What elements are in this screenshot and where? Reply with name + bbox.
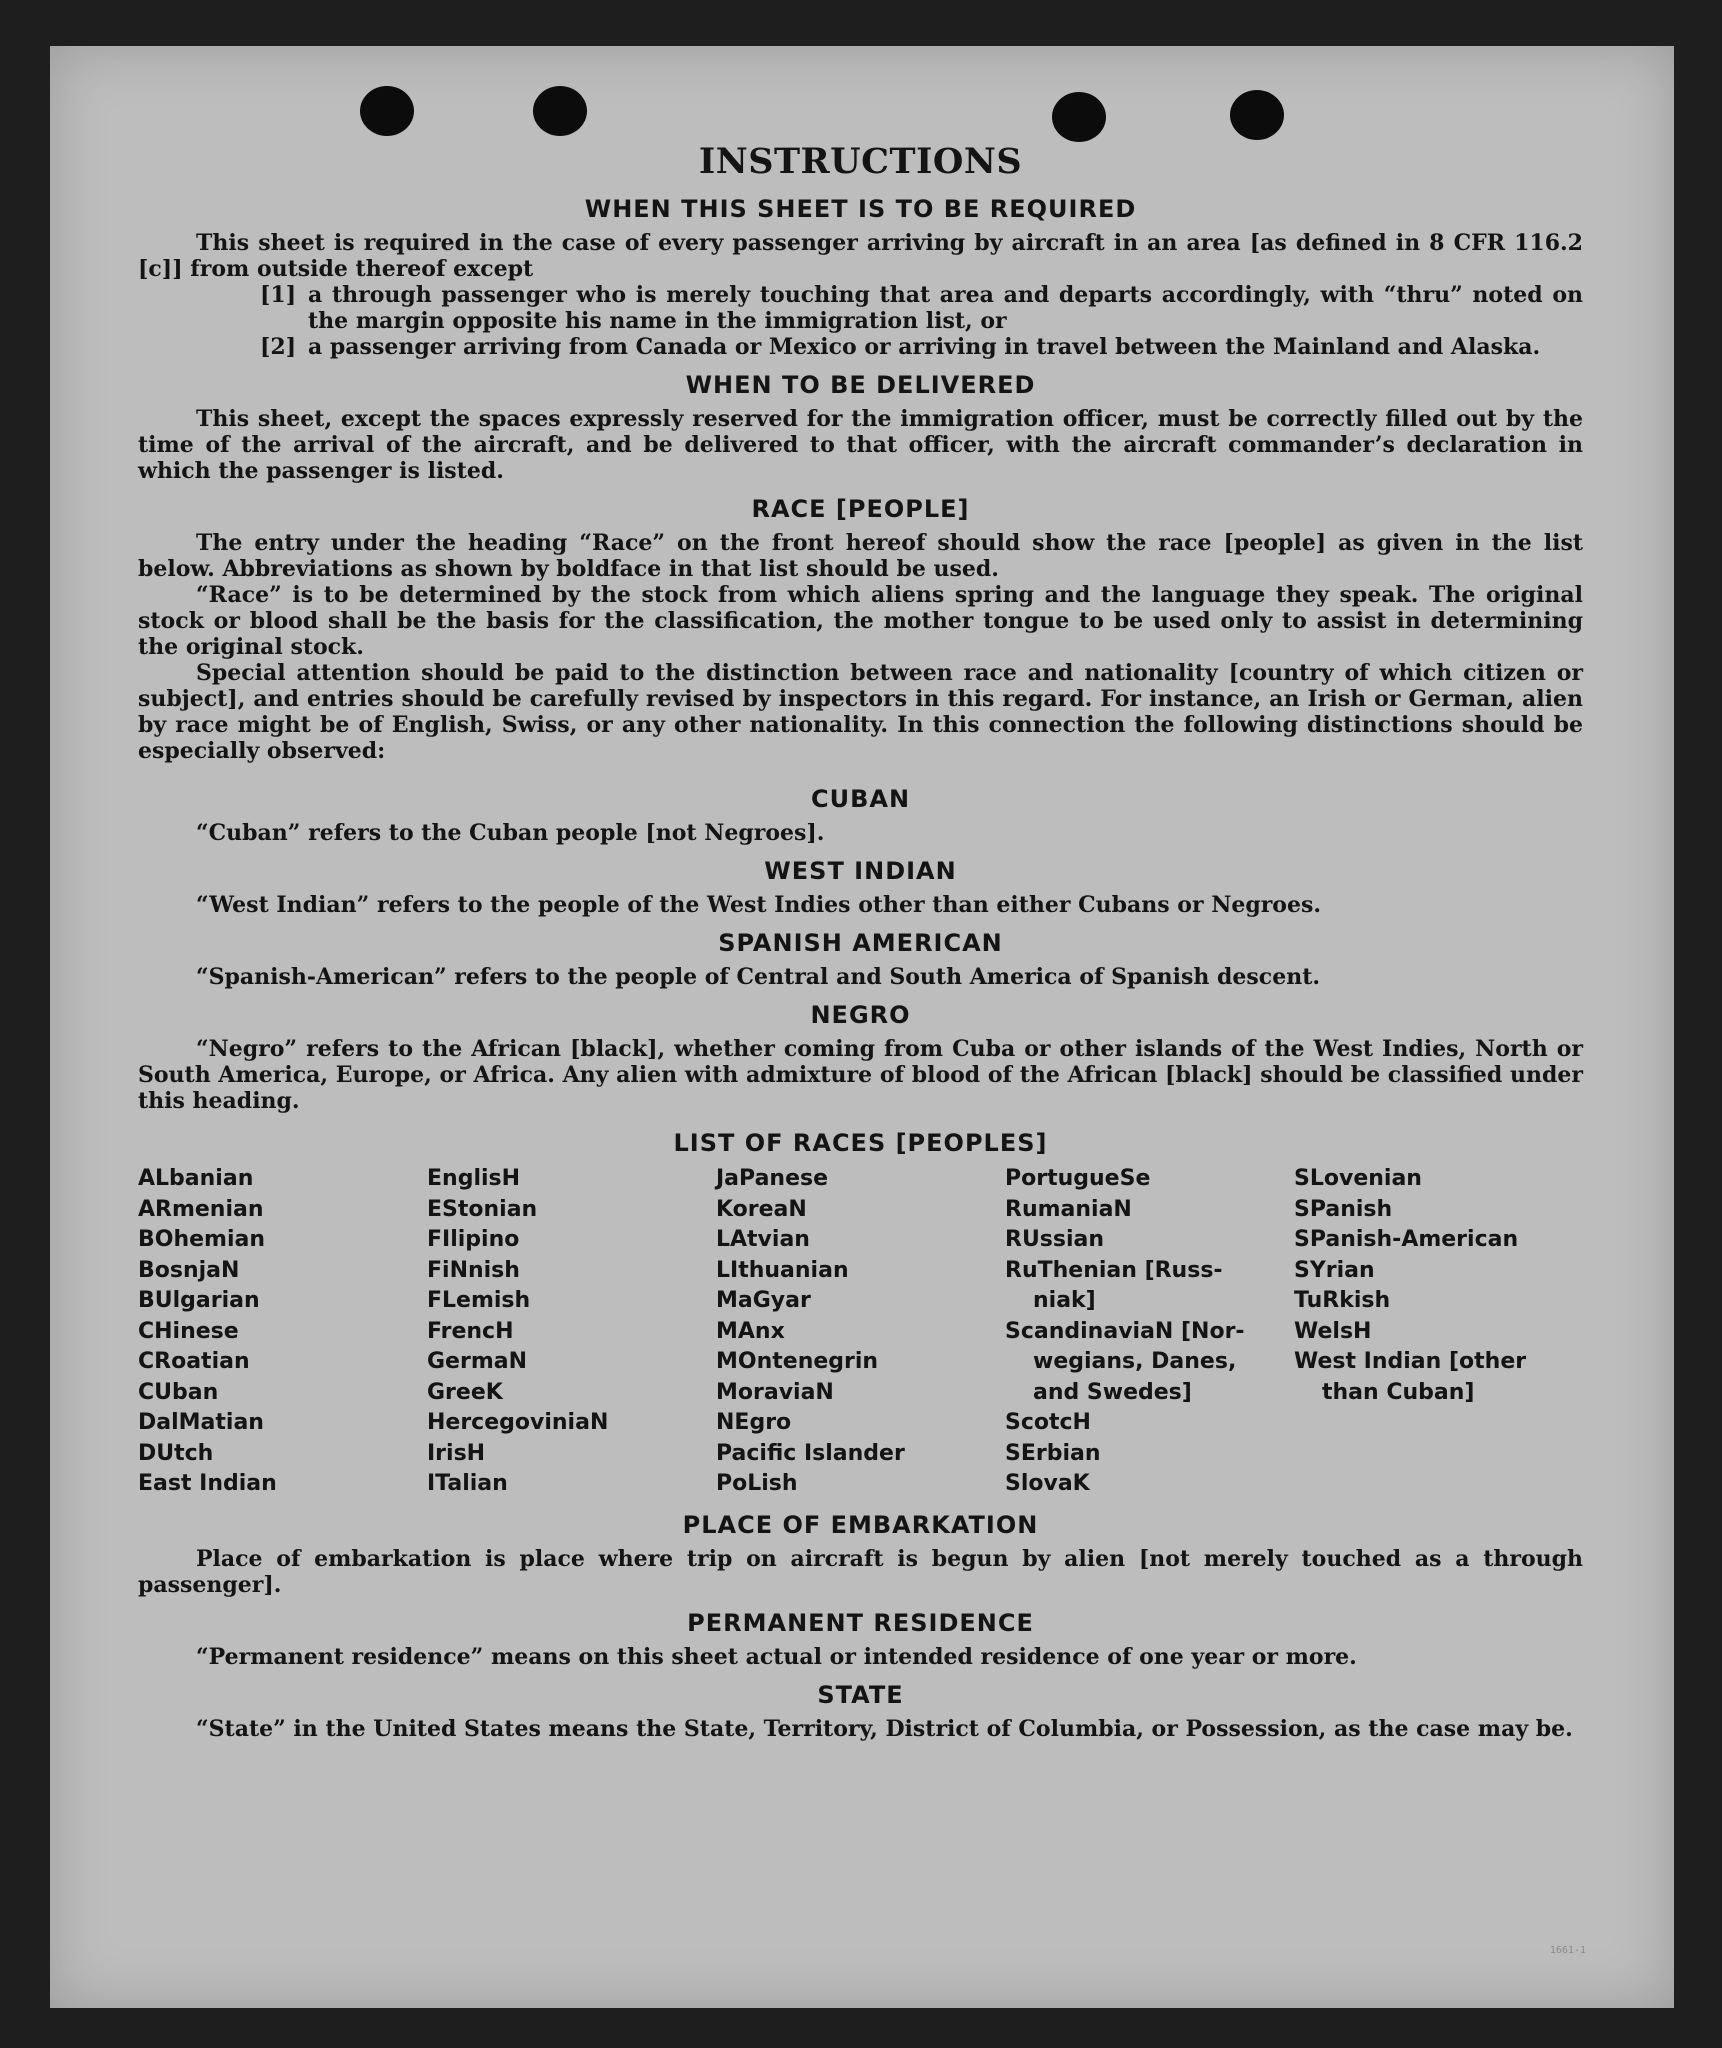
race-list-column	[1005, 1164, 1294, 1500]
race-item: SPanish	[1294, 1196, 1393, 1222]
race-paragraph: Special attention should be paid to the distinction between race and nationality [country of which citizen or subject], and entries should be carefully revised by inspectors in this regard. For instance, an Irish or German, alien by race might be of English, Swiss, or any other nationality. In this connection the following distinctions should be especially observed:	[138, 660, 1583, 764]
race-item: DUtch	[138, 1440, 214, 1466]
race-item: CRoatian	[138, 1349, 250, 1374]
form-number: 1661-1	[1549, 1945, 1586, 1956]
section-heading-when-required: WHEN THIS SHEET IS TO BE REQUIRED	[584, 195, 1137, 223]
race-item: HercegoviniaN	[427, 1410, 609, 1435]
race-item: SlovaK	[1005, 1471, 1090, 1496]
race-item: ScotcH	[1005, 1410, 1091, 1435]
punch-hole	[1230, 90, 1284, 140]
exception-text: a through passenger who is merely touching that area and departs accordingly, with “thru” noted on the margin opposite his name in the immigration list, or	[308, 282, 1583, 334]
punch-hole	[533, 86, 587, 136]
race-item: SErbian	[1005, 1440, 1101, 1466]
section-heading-state: STATE	[817, 1680, 904, 1709]
section-heading-race: RACE [PEOPLE]	[751, 495, 970, 523]
race-item: BOhemian	[138, 1227, 266, 1252]
race-item: GreeK	[427, 1379, 503, 1405]
when-required-intro: This sheet is required in the case of every passenger arriving by aircraft in an area [as defined in 8 CFR 116.2 [c]] from outside thereof except	[138, 230, 1583, 282]
race-item: ALbanian	[138, 1166, 254, 1191]
race-item: West Indian [other	[1294, 1349, 1527, 1374]
race-item: JaPanese	[716, 1166, 829, 1191]
race-item: PortugueSe	[1005, 1166, 1151, 1191]
exception-item	[260, 334, 1583, 360]
race-list	[138, 1164, 1583, 1500]
race-item: BosnjaN	[138, 1257, 240, 1283]
exception-number: [1]	[260, 282, 297, 308]
race-item: BUlgarian	[138, 1288, 260, 1313]
spanish-american-text: “Spanish-American” refers to the people of Central and South America of Spanish descent.	[196, 964, 1321, 990]
race-item: FiNnish	[427, 1257, 520, 1283]
state-text: “State” in the United States means the State, Territory, District of Columbia, or Possession, as the case may be.	[196, 1715, 1573, 1742]
race-item: ARmenian	[138, 1196, 264, 1222]
section-heading-residence: PERMANENT RESIDENCE	[687, 1608, 1034, 1637]
exception-item	[260, 282, 1583, 334]
race-item: CUban	[138, 1379, 219, 1405]
race-item: RuThenian [Russ-	[1005, 1257, 1223, 1283]
race-item: SPanish-American	[1294, 1227, 1519, 1252]
race-item-continuation: than Cuban]	[1322, 1379, 1475, 1405]
section-heading-list-of-races: LIST OF RACES [PEOPLES]	[673, 1129, 1048, 1157]
race-list-column	[427, 1164, 716, 1500]
race-item: Pacific Islander	[716, 1440, 905, 1466]
race-item: CHinese	[138, 1318, 239, 1344]
instructions-content	[138, 140, 1583, 1742]
race-list-column	[138, 1164, 427, 1500]
section-heading-spanish-american: SPANISH AMERICAN	[718, 929, 1003, 957]
race-item: MoraviaN	[716, 1379, 834, 1405]
race-item: FrencH	[427, 1318, 514, 1344]
race-item: SLovenian	[1294, 1166, 1422, 1191]
race-item: FIlipino	[427, 1227, 520, 1252]
race-item: GermaN	[427, 1349, 528, 1374]
race-item-continuation: niak]	[1033, 1288, 1096, 1313]
punch-hole	[1052, 92, 1106, 142]
race-item: FLemish	[427, 1288, 531, 1313]
race-item: EStonian	[427, 1196, 538, 1222]
race-item: ITalian	[427, 1471, 508, 1496]
race-item: ScandinaviaN [Nor-	[1005, 1318, 1245, 1344]
race-item: MOntenegrin	[716, 1349, 879, 1374]
race-item: DalMatian	[138, 1410, 264, 1435]
race-item: WelsH	[1294, 1318, 1372, 1344]
cuban-text: “Cuban” refers to the Cuban people [not Negroes].	[196, 820, 825, 846]
embarkation-text: Place of embarkation is place where trip on aircraft is begun by alien [not merely touched as a through passenger].	[138, 1545, 1583, 1598]
section-heading-negro: NEGRO	[810, 1001, 911, 1029]
punch-hole	[360, 86, 414, 136]
exception-text: a passenger arriving from Canada or Mexico or arriving in travel between the Mainland and Alaska.	[308, 334, 1541, 360]
race-item: RUssian	[1005, 1227, 1105, 1252]
negro-text: “Negro” refers to the African [black], whether coming from Cuba or other islands of the West Indies, North or South America, Europe, or Africa. Any alien with admixture of blood of the African [black] should be classified under this heading.	[138, 1036, 1583, 1114]
when-delivered-text: This sheet, except the spaces expressly reserved for the immigration officer, must be correctly filled out by the time of the arrival of the aircraft, and be delivered to that officer, with the aircraft commander’s declaration in which the passenger is listed.	[138, 406, 1583, 484]
race-item: East Indian	[138, 1471, 277, 1496]
race-item: KoreaN	[716, 1196, 807, 1222]
race-item: MaGyar	[716, 1288, 811, 1313]
race-item-continuation: wegians, Danes,	[1033, 1349, 1237, 1374]
race-item: EnglisH	[427, 1166, 521, 1191]
race-item-continuation: and Swedes]	[1033, 1379, 1192, 1405]
page-title: INSTRUCTIONS	[698, 141, 1023, 182]
section-heading-embarkation: PLACE OF EMBARKATION	[682, 1510, 1039, 1539]
race-item: MAnx	[716, 1318, 785, 1344]
race-list-column	[1294, 1164, 1583, 1500]
race-item: IrisH	[427, 1440, 486, 1466]
race-paragraph: The entry under the heading “Race” on the front hereof should show the race [people] as given in the list below. Abbreviations as shown by boldface in that list should be used.	[138, 530, 1583, 582]
west-indian-text: “West Indian” refers to the people of the West Indies other than either Cubans or Negroes.	[196, 892, 1322, 918]
section-heading-when-delivered: WHEN TO BE DELIVERED	[685, 371, 1036, 399]
race-item: SYrian	[1294, 1257, 1375, 1283]
race-item: NEgro	[716, 1410, 792, 1435]
race-paragraph: “Race” is to be determined by the stock from which aliens spring and the language they speak. The original stock or blood shall be the basis for the classification, the mother tongue to be used only to assist in determining the original stock.	[138, 582, 1583, 660]
exception-number: [2]	[260, 334, 297, 360]
section-heading-west-indian: WEST INDIAN	[764, 857, 957, 885]
race-item: PoLish	[716, 1471, 798, 1496]
race-item: LIthuanian	[716, 1257, 849, 1283]
residence-text: “Permanent residence” means on this sheet actual or intended residence of one year or more.	[196, 1643, 1357, 1670]
section-heading-cuban: CUBAN	[810, 785, 911, 813]
race-item: LAtvian	[716, 1227, 810, 1252]
race-item: TuRkish	[1294, 1288, 1391, 1313]
race-item: RumaniaN	[1005, 1196, 1132, 1222]
race-list-column	[716, 1164, 1005, 1500]
